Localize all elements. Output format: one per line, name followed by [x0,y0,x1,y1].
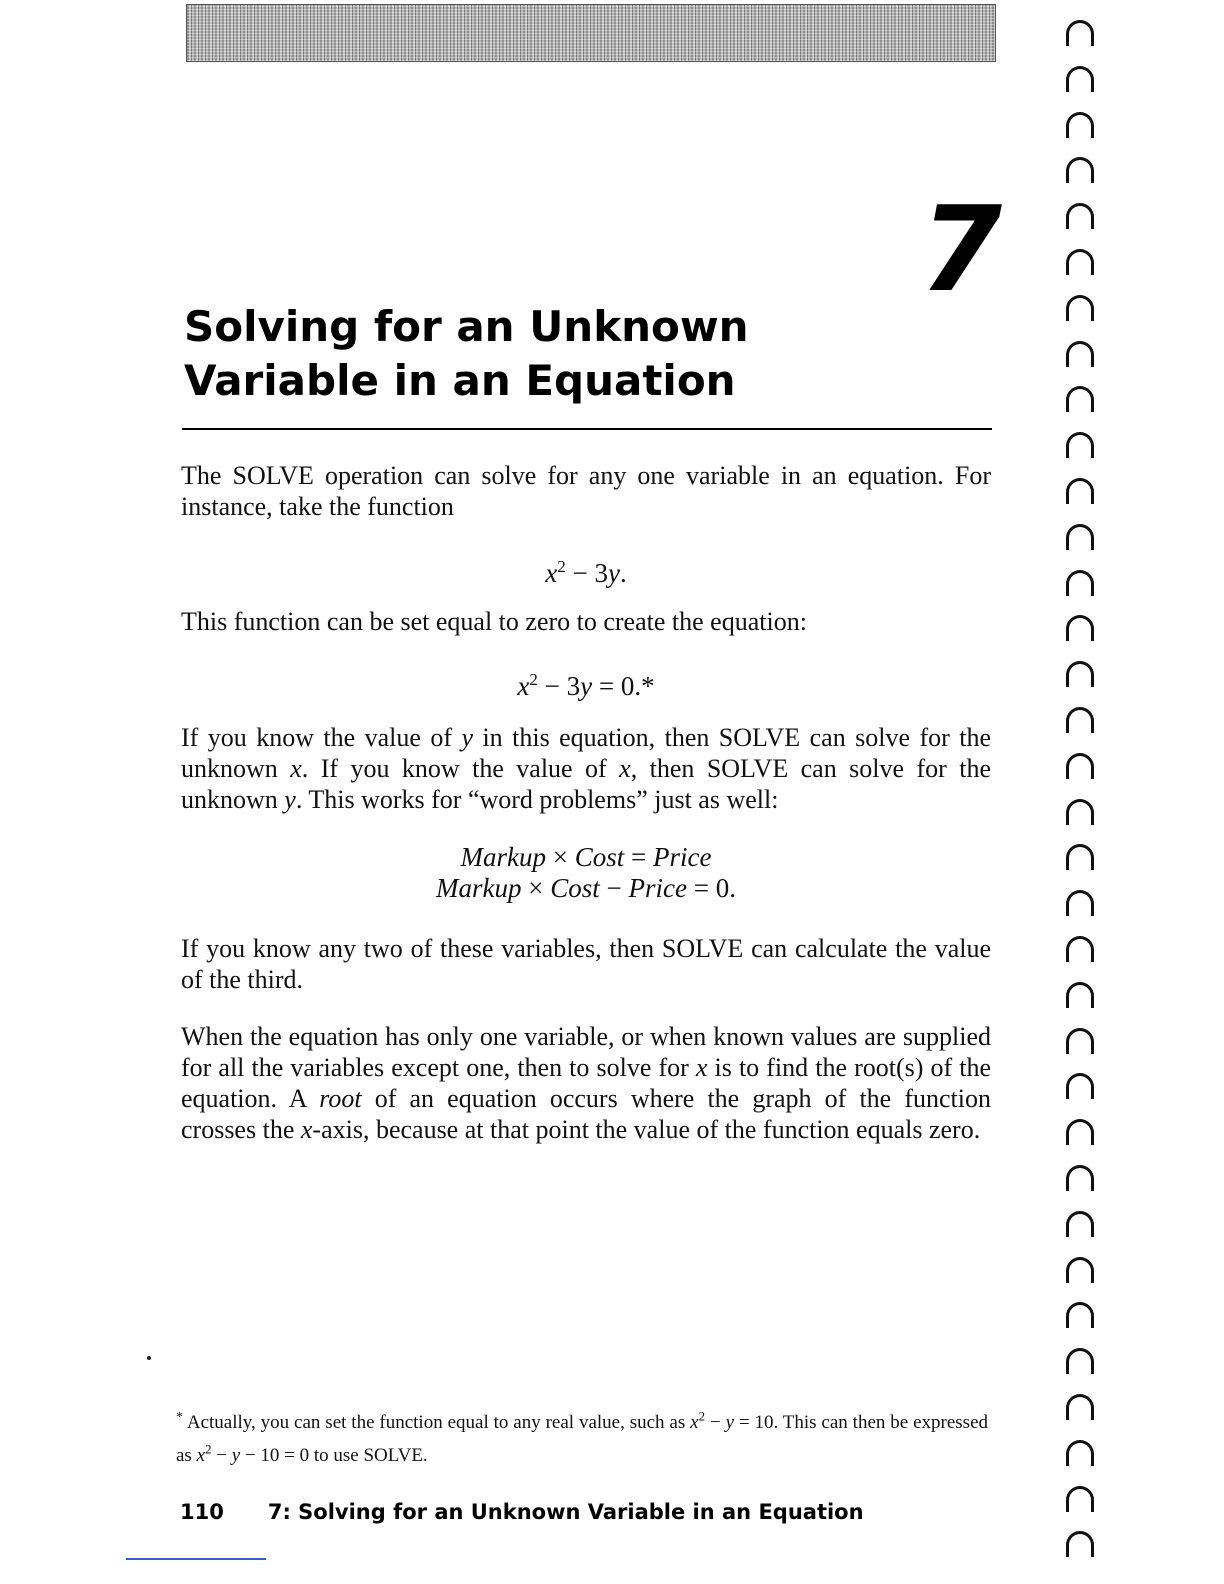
footnote-marker: * [176,1410,183,1425]
paragraph-set-zero: This function can be set equal to zero to create the equation: [181,607,807,636]
binding-ring [1066,570,1094,596]
footnote [176,1404,988,1469]
paragraph-two-variables: If you know any two of these variables, then SOLVE can calculate the value of the third. [181,934,991,994]
binding-ring [1066,615,1094,641]
chapter-number: 7 [920,180,1003,318]
binding-ring [1066,753,1094,779]
binding-ring [1066,1531,1094,1557]
binding-ring [1066,295,1094,321]
binding-ring [1066,1257,1094,1283]
binding-ring [1066,20,1094,46]
binding-ring [1066,1073,1094,1099]
chapter-title [184,300,749,408]
paragraph-intro: The SOLVE operation can solve for any one variable in an equation. For instance, take the function [181,461,991,521]
binding-ring [1066,1394,1094,1420]
binding-ring [1066,112,1094,138]
binding-ring [1066,982,1094,1008]
binding-ring [1066,66,1094,92]
binding-ring [1066,707,1094,733]
binding-ring [1066,432,1094,458]
binding-ring [1066,799,1094,825]
binding-ring [1066,890,1094,916]
binding-ring [1066,386,1094,412]
binding-ring [1066,157,1094,183]
spiral-binding [1056,12,1106,1572]
chapter-title-line-1: Solving for an Unknown [184,302,749,351]
paragraph-root: When the equation has only one variable, or when known values are supplied for all the variables except one, then to solve for x is to find the root(s) of the equation. A root of an equation occurs where the graph of the function crosses the x-axis, because at that point the value of the function equals zero. [181,1022,991,1144]
binding-ring [1066,341,1094,367]
chapter-header-band [186,4,996,62]
binding-ring [1066,203,1094,229]
binding-ring [1066,844,1094,870]
binding-ring [1066,1165,1094,1191]
chapter-title-line-2: Variable in an Equation [184,356,736,405]
binding-ring [1066,1440,1094,1466]
binding-ring [1066,1302,1094,1328]
binding-ring [1066,936,1094,962]
bottom-rule [126,1558,266,1560]
binding-ring [1066,1348,1094,1374]
page-footer [180,1500,864,1524]
binding-ring [1066,1119,1094,1145]
binding-ring [1066,1028,1094,1054]
equation-markup-zero: Markup × Cost − Price = 0. [436,873,736,903]
page-number: 110 [180,1500,224,1524]
footnote-text: Actually, you can set the function equal to any real value, such as $x^2 - y = 10$. This can then be expressed as $x^2 - y - 10 = 0$ to use SOLVE. [176,1409,989,1466]
paragraph-know-value: If you know the value of y in this equation, then SOLVE can solve for the unknown x. If you know the value of x, then SOLVE can solve for the unknown y. This works for “word problems” just as well: [181,723,991,814]
binding-ring [1066,1211,1094,1237]
equation-markup-price: Markup × Cost = Price [460,842,712,872]
binding-ring [1066,249,1094,275]
title-rule [182,428,992,430]
binding-ring [1066,524,1094,550]
equation-function: $x^2 - 3y$. [545,557,627,588]
equation-zero: $x^2 - 3y = 0.*$ [517,670,655,701]
binding-ring [1066,661,1094,687]
running-title: 7: Solving for an Unknown Variable in an Equation [267,1500,864,1524]
binding-ring [1066,478,1094,504]
binding-ring [1066,1486,1094,1512]
stray-mark [147,1356,151,1360]
